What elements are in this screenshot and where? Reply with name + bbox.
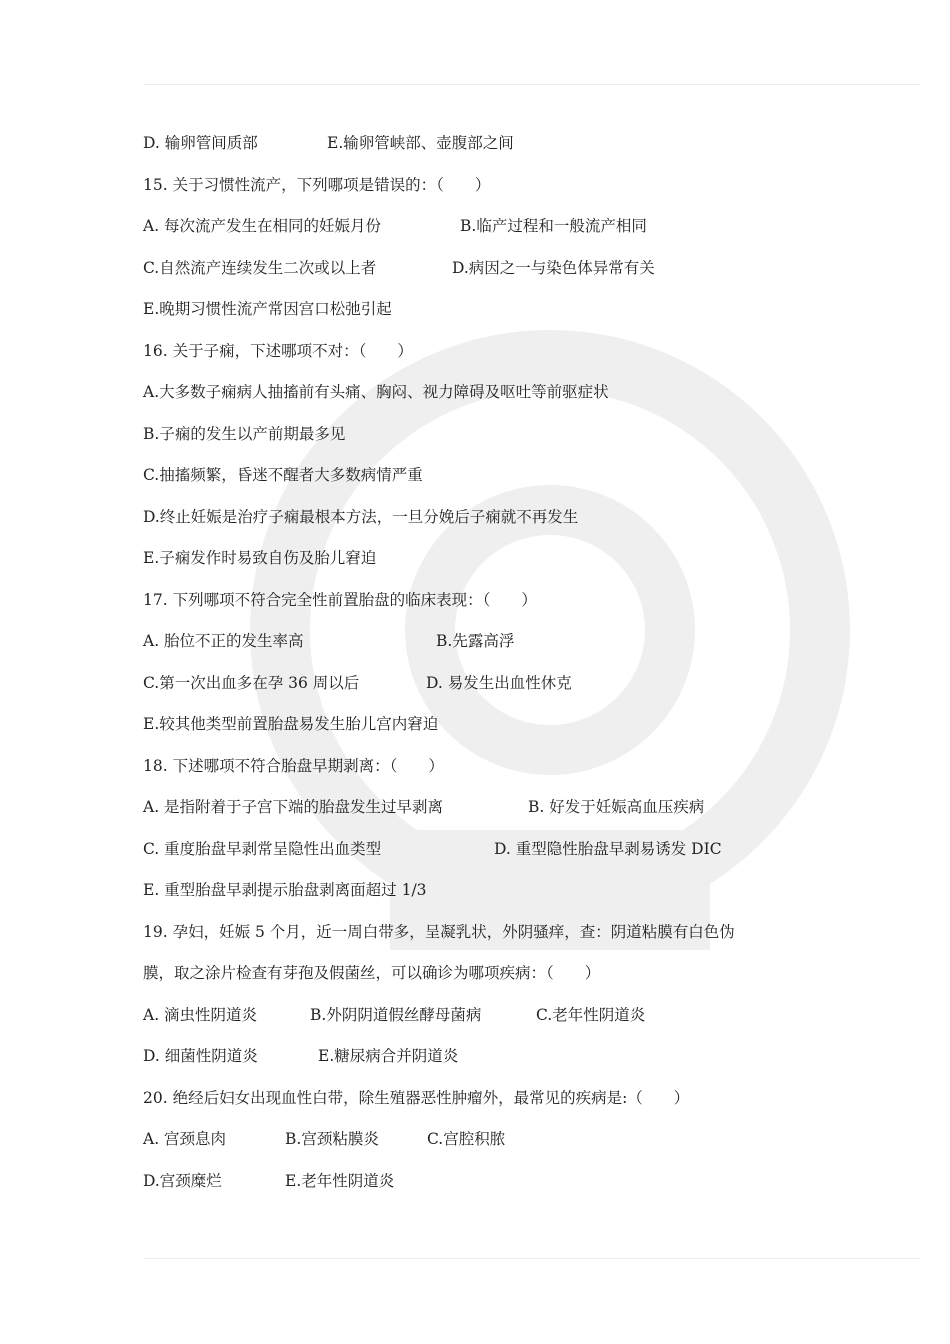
q15-option-d: D.病因之一与染色体异常有关 [452,259,655,277]
q18-option-b: B. 好发于妊娠高血压疾病 [528,798,705,816]
q16-option-a: A.大多数子痫病人抽搐前有头痛、胸闷、视力障碍及呕吐等前驱症状 [143,383,609,401]
q18-option-e: E. 重型胎盘早剥提示胎盘剥离面超过 1/3 [143,881,427,899]
q20-option-d: D.宫颈糜烂 [143,1172,222,1190]
q18-option-a: A. 是指附着于子宫下端的胎盘发生过早剥离 [143,798,444,816]
q16-option-b: B.子痫的发生以产前期最多见 [143,425,346,443]
q19-option-b: B.外阴阴道假丝酵母菌病 [310,1006,482,1024]
q20-option-e: E.老年性阴道炎 [285,1172,395,1190]
footer-rule [143,1258,920,1259]
q16-option-c: C.抽搐频繁，昏迷不醒者大多数病情严重 [143,466,423,484]
q20-option-b: B.宫颈粘膜炎 [285,1130,379,1148]
q17-option-a: A. 胎位不正的发生率高 [143,632,304,650]
q17-option-d: D. 易发生出血性休克 [426,674,572,692]
q19-stem-line-2: 膜，取之涂片检查有芽孢及假菌丝，可以确诊为哪项疾病：（ ） [143,964,601,982]
q19-option-d: D. 细菌性阴道炎 [143,1047,258,1065]
q20-option-a: A. 宫颈息肉 [143,1130,227,1148]
q18-option-d: D. 重型隐性胎盘早剥易诱发 DIC [494,840,722,858]
q19-stem-line-1: 19. 孕妇，妊娠 5 个月，近一周白带多，呈凝乳状，外阴骚痒，查：阴道粘膜有白色伪 [143,923,735,941]
q15-stem: 15. 关于习惯性流产，下列哪项是错误的：（ ） [143,176,491,194]
q15-option-c: C.自然流产连续发生二次或以上者 [143,259,377,277]
q15-option-a: A. 每次流产发生在相同的妊娠月份 [143,217,382,235]
q15-option-b: B.临产过程和一般流产相同 [460,217,647,235]
q20-option-c: C.宫腔积脓 [427,1130,506,1148]
q19-option-c: C.老年性阴道炎 [536,1006,646,1024]
q16-stem: 16. 关于子痫，下述哪项不对：（ ） [143,342,413,360]
q19-option-e: E.糖尿病合并阴道炎 [318,1047,459,1065]
q17-option-e: E.较其他类型前置胎盘易发生胎儿宫内窘迫 [143,715,439,733]
q14-option-d: D. 输卵管间质部 [143,134,258,152]
q19-option-a: A. 滴虫性阴道炎 [143,1006,258,1024]
q16-option-e: E.子痫发作时易致自伤及胎儿窘迫 [143,549,377,567]
q17-option-b: B.先露高浮 [436,632,515,650]
q17-option-c: C.第一次出血多在孕 36 周以后 [143,674,360,692]
q16-option-d: D.终止妊娠是治疗子痫最根本方法，一旦分娩后子痫就不再发生 [143,508,579,526]
q18-option-c: C. 重度胎盘早剥常呈隐性出血类型 [143,840,382,858]
q18-stem: 18. 下述哪项不符合胎盘早期剥离：（ ） [143,757,444,775]
q20-stem: 20. 绝经后妇女出现血性白带，除生殖器恶性肿瘤外，最常见的疾病是:（ ） [143,1089,690,1107]
q14-option-e: E.输卵管峡部、壶腹部之间 [327,134,514,152]
q17-stem: 17. 下列哪项不符合完全性前置胎盘的临床表现：（ ） [143,591,537,609]
header-rule [143,84,920,85]
q15-option-e: E.晚期习惯性流产常因宫口松弛引起 [143,300,392,318]
